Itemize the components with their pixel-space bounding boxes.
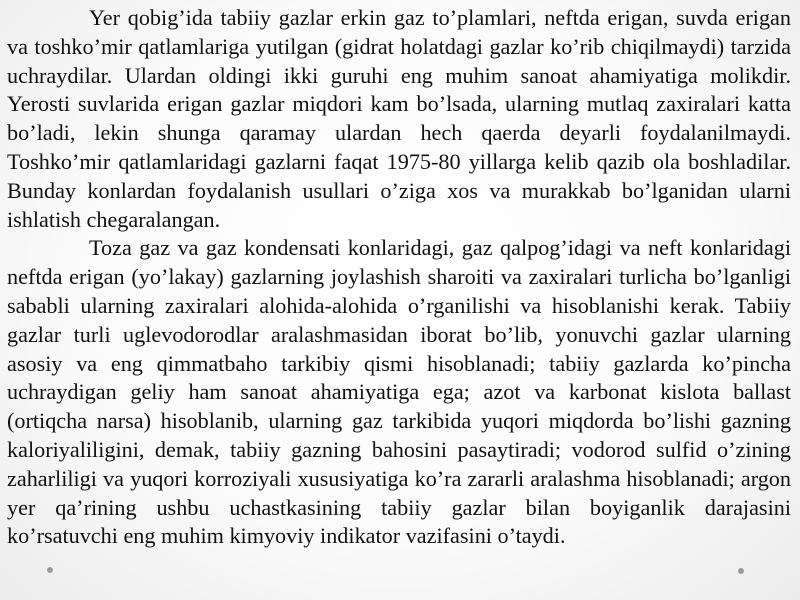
paragraph-natural-gas-forms: Yer qobig’ida tabiiy gazlar erkin gaz to’plamlari, neftda erigan, suvda erigan va toshko’mir qatlamlariga yutilgan (gidrat holatdagi gazlar ko’rib chiqilmaydi) tarzida uchraydilar. Ulardan oldingi ikki guruhi eng muhim sanoat ahamiyatiga molikdir. Yerosti suvlarida erigan gazlar miqdori kam bo’lsada, ularning mutlaq zaxiralari katta bo’ladi, lekin shunga qaramay ulardan hech qaerda deyarli foydalanilmaydi. Toshko’mir qatlamlaridagi gazlarni faqat 1975-80 yillarga kelib qazib ola boshladilar. Bunday konlardan foydalanish usullari o’ziga xos va murakkab bo’lganidan ularni ishlatish chegaralangan. bbox=[7, 5, 791, 232]
slide-bullet-dot-left bbox=[47, 567, 53, 573]
slide-bullet-dot-right bbox=[738, 568, 744, 574]
document-body bbox=[7, 4, 791, 551]
paragraph-gas-composition: Toza gaz va gaz kondensati konlaridagi, gaz qalpog’idagi va neft konlaridagi neftda erigan (yo’lakay) gazlarning joylashish sharoiti va zaxiralari turlicha bo’lganligi sababli ularning zaxiralari alohida-alohida o’rganilishi va hisoblanishi kerak. Tabiiy gazlar turli uglevodorodlar aralashmasidan iborat bo’lib, yonuvchi gazlar ularning asosiy va eng qimmatbaho tarkibiy qismi hisoblanadi; tabiiy gazlarda ko’pincha uchraydigan geliy ham sanoat ahamiyatiga ega; azot va karbonat kislota ballast (ortiqcha narsa) hisoblanib, ularning gaz tarkibida yuqori miqdorda bo’lishi gazning kaloriyaliligini, demak, tabiiy gazning bahosini pasaytiradi; vodorod sulfid o’zining zaharliligi va yuqori korroziyali xususiyatiga ko’ra zararli aralashma hisoblanadi; argon yer qa’rining ushbu uchastkasining tabiiy gazlar bilan boyiganlik darajasini ko’rsatuvchi eng muhim kimyoviy indikator vazifasini o’taydi. bbox=[7, 235, 791, 549]
